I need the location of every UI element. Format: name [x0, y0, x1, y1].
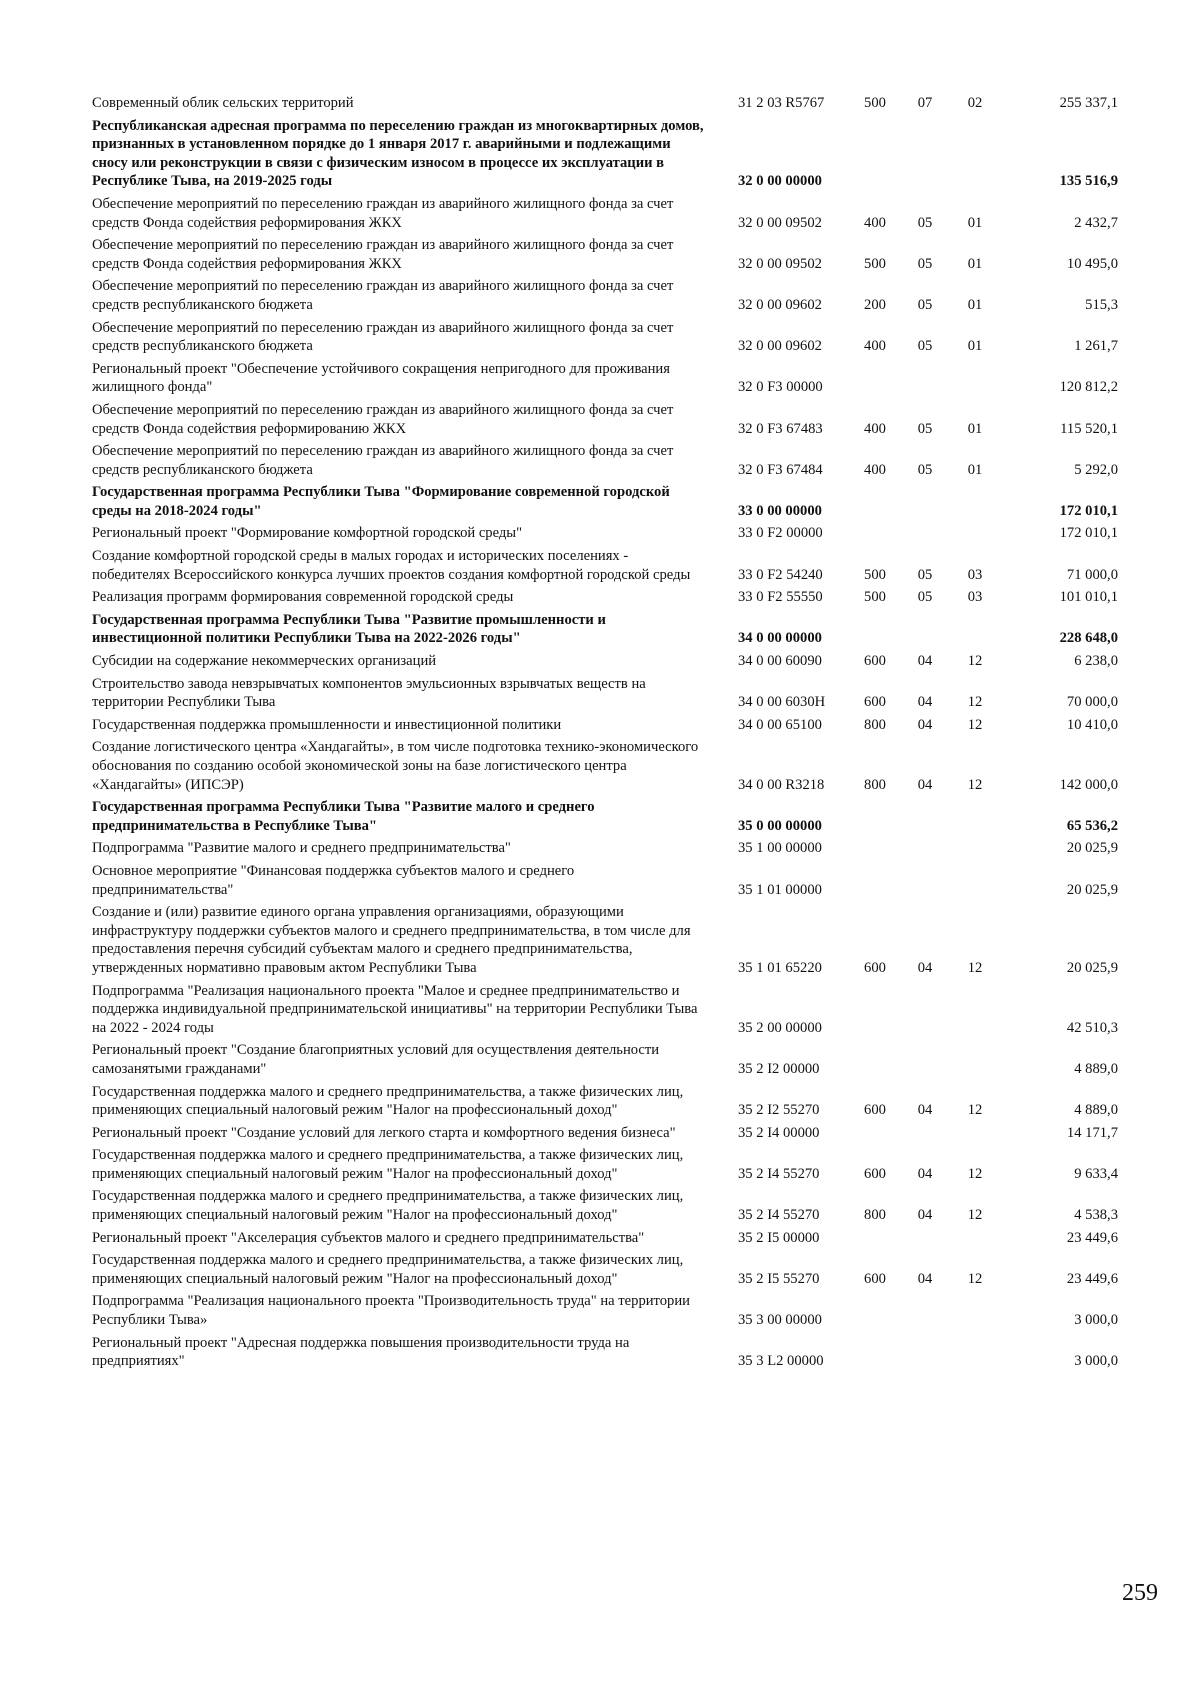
row-subsection: 01 [967, 461, 983, 478]
row-section: 04 [917, 716, 933, 733]
row-section [900, 860, 950, 901]
row-section: 05 [917, 338, 933, 355]
row-amount: 70 000,0 [1066, 694, 1118, 711]
row-name: Субсидии на содержание некоммерческих организаций [92, 653, 437, 670]
table-row [92, 481, 1122, 522]
row-section [900, 115, 950, 193]
row-section [900, 980, 950, 1040]
row-section: 04 [917, 959, 933, 976]
row-expense-type [850, 837, 900, 860]
table-row [92, 980, 1122, 1040]
row-amount: 228 648,0 [1059, 630, 1118, 647]
row-expense-type: 400 [864, 214, 886, 231]
row-subsection [950, 837, 1000, 860]
row-name: Подпрограмма "Развитие малого и среднего предпринимательства" [92, 840, 511, 857]
row-target-code: 35 1 01 00000 [738, 881, 822, 898]
row-expense-type [850, 1039, 900, 1080]
row-subsection: 12 [967, 959, 983, 976]
row-subsection: 01 [967, 338, 983, 355]
table-row [92, 92, 1122, 115]
row-target-code: 35 3 00 00000 [738, 1312, 822, 1329]
row-target-code: 35 2 I4 55270 [738, 1207, 820, 1224]
row-amount: 3 000,0 [1074, 1353, 1118, 1370]
row-expense-type [850, 860, 900, 901]
row-amount: 10 495,0 [1066, 255, 1118, 272]
table-row [92, 1081, 1122, 1122]
row-section [900, 481, 950, 522]
row-name: Обеспечение мероприятий по переселению граждан из аварийного жилищного фонда за счет средств республиканского бюджета [92, 319, 674, 355]
row-section: 04 [917, 1207, 933, 1224]
row-amount: 2 432,7 [1074, 214, 1118, 231]
row-subsection: 01 [967, 214, 983, 231]
row-expense-type [850, 796, 900, 837]
row-expense-type [850, 980, 900, 1040]
row-section [900, 522, 950, 545]
row-expense-type: 500 [864, 589, 886, 606]
table-row [92, 609, 1122, 650]
row-expense-type [850, 609, 900, 650]
table-row [92, 1122, 1122, 1145]
row-amount: 515,3 [1085, 296, 1118, 313]
row-expense-type: 500 [864, 255, 886, 272]
row-subsection: 12 [967, 1270, 983, 1287]
table-row [92, 1185, 1122, 1226]
row-amount: 4 889,0 [1074, 1102, 1118, 1119]
row-expense-type [850, 1332, 900, 1373]
row-section [900, 609, 950, 650]
row-amount: 42 510,3 [1066, 1019, 1118, 1036]
row-amount: 6 238,0 [1074, 653, 1118, 670]
row-section [900, 1122, 950, 1145]
row-subsection: 12 [967, 1102, 983, 1119]
row-amount: 101 010,1 [1059, 589, 1118, 606]
row-name: Региональный проект "Адресная поддержка повышения производительности труда на предприятиях" [92, 1334, 630, 1370]
row-name: Государственная поддержка промышленности и инвестиционной политики [92, 716, 562, 733]
row-subsection [950, 481, 1000, 522]
row-target-code: 35 2 I5 00000 [738, 1229, 820, 1246]
row-name: Обеспечение мероприятий по переселению граждан из аварийного жилищного фонда за счет средств республиканского бюджета [92, 443, 674, 478]
row-expense-type: 600 [864, 1102, 886, 1119]
row-amount: 172 010,1 [1059, 525, 1118, 542]
row-amount: 3 000,0 [1074, 1312, 1118, 1329]
row-target-code: 35 1 00 00000 [738, 840, 822, 857]
row-expense-type: 600 [864, 959, 886, 976]
row-target-code: 31 2 03 R5767 [738, 95, 825, 111]
row-subsection [950, 980, 1000, 1040]
table-row [92, 650, 1122, 673]
row-subsection [950, 522, 1000, 545]
row-section: 05 [917, 589, 933, 606]
row-expense-type: 800 [864, 776, 886, 793]
row-target-code: 32 0 00 09602 [738, 338, 822, 355]
row-name: Региональный проект "Создание благоприятных условий для осуществления деятельности самозанятыми гражданами" [92, 1042, 660, 1077]
row-subsection: 12 [967, 776, 983, 793]
row-name: Региональный проект "Акселерация субъектов малого и среднего предпринимательства" [92, 1229, 645, 1246]
row-name: Подпрограмма "Реализация национального проекта "Малое и среднее предпринимательство и поддержка индивидуальной предпринимательской инициативы" на территории Республики Тыва на 2022 - 2024 годы [92, 982, 698, 1036]
row-expense-type: 800 [864, 716, 886, 733]
row-target-code: 34 0 00 6030Н [738, 694, 826, 711]
row-subsection: 12 [967, 694, 983, 711]
row-name: Республиканская адресная программа по переселению граждан из многоквартирных домов, признанных в установленном порядке до 1 января 2017 г. аварийными и подлежащими сносу или реконструкции в связи с физическим износом в процессе их эксплуатации в Республике Тыва, на 2019-2025 годы [92, 117, 704, 190]
table-row [92, 1290, 1122, 1331]
row-amount: 23 449,6 [1066, 1229, 1118, 1246]
row-name: Государственная поддержка малого и среднего предпринимательства, а также физических лиц, применяющих специальный налоговый режим "Налог на профессиональный доход" [92, 1083, 684, 1119]
row-name: Создание логистического центра «Хандагайты», в том числе подготовка технико-экономического обоснования по созданию особой экономической зоны на базе логистического центра «Хандагайты» (ИПСЭР) [92, 739, 699, 793]
row-subsection: 12 [967, 1207, 983, 1224]
row-subsection [950, 796, 1000, 837]
row-target-code: 34 0 00 65100 [738, 716, 822, 733]
row-section: 04 [917, 653, 933, 670]
table-row [92, 234, 1122, 275]
row-section: 07 [917, 95, 933, 111]
row-target-code: 34 0 00 R3218 [738, 776, 825, 793]
row-name: Государственная поддержка малого и среднего предпринимательства, а также физических лиц, применяющих специальный налоговый режим "Налог на профессиональный доход" [92, 1188, 684, 1224]
row-section: 04 [917, 1270, 933, 1287]
row-name: Современный облик сельских территорий [92, 95, 354, 111]
row-target-code: 32 0 00 00000 [738, 173, 822, 190]
table-row [92, 1144, 1122, 1185]
row-subsection: 03 [967, 589, 983, 606]
row-name: Государственная программа Республики Тыва "Формирование современной городской среды на 2018-2024 годы" [92, 484, 670, 519]
row-name: Создание и (или) развитие единого органа управления организациями, образующими инфраструктуру поддержки субъектов малого и среднего предпринимательства, в том числе для предоставления перечня субсидий субъектам малого и среднего предпринимательства, утвержденных нормативно правовым актом Республики Тыва [92, 904, 691, 976]
table-row [92, 1249, 1122, 1290]
budget-table [92, 92, 1122, 1373]
row-expense-type [850, 522, 900, 545]
row-target-code: 35 2 I2 00000 [738, 1060, 820, 1077]
row-subsection: 01 [967, 255, 983, 272]
row-section [900, 837, 950, 860]
row-expense-type: 800 [864, 1207, 886, 1224]
row-section: 05 [917, 566, 933, 583]
row-section [900, 1039, 950, 1080]
row-section: 04 [917, 694, 933, 711]
row-section [900, 1227, 950, 1250]
row-subsection: 01 [967, 420, 983, 437]
row-expense-type: 400 [864, 420, 886, 437]
row-target-code: 35 3 L2 00000 [738, 1353, 824, 1370]
row-expense-type [850, 1290, 900, 1331]
table-row [92, 1227, 1122, 1250]
table-row [92, 673, 1122, 714]
table-row [92, 545, 1122, 586]
row-expense-type: 600 [864, 1270, 886, 1287]
row-expense-type: 400 [864, 338, 886, 355]
row-amount: 120 812,2 [1059, 379, 1118, 396]
row-target-code: 33 0 F2 54240 [738, 566, 823, 583]
row-target-code: 33 0 00 00000 [738, 502, 822, 519]
row-section [900, 358, 950, 399]
table-row [92, 399, 1122, 440]
row-target-code: 32 0 F3 67483 [738, 420, 823, 437]
row-amount: 4 538,3 [1074, 1207, 1118, 1224]
row-amount: 5 292,0 [1074, 461, 1118, 478]
table-row [92, 837, 1122, 860]
row-subsection: 02 [967, 95, 983, 111]
table-row [92, 440, 1122, 481]
row-amount: 135 516,9 [1059, 173, 1118, 190]
row-name: Государственная программа Республики Тыва "Развитие промышленности и инвестиционной политики Республики Тыва на 2022-2026 годы" [92, 611, 606, 647]
row-subsection [950, 1227, 1000, 1250]
row-name: Региональный проект "Формирование комфортной городской среды" [92, 525, 523, 542]
row-name: Региональный проект "Создание условий для легкого старта и комфортного ведения бизнеса" [92, 1124, 676, 1141]
row-target-code: 35 2 I2 55270 [738, 1102, 820, 1119]
row-target-code: 32 0 F3 00000 [738, 379, 823, 396]
row-amount: 14 171,7 [1066, 1124, 1118, 1141]
row-subsection: 01 [967, 296, 983, 313]
row-amount: 20 025,9 [1066, 840, 1118, 857]
row-expense-type [850, 115, 900, 193]
table-row [92, 522, 1122, 545]
row-target-code: 35 1 01 65220 [738, 959, 822, 976]
row-target-code: 32 0 00 09502 [738, 214, 822, 231]
row-amount: 20 025,9 [1066, 881, 1118, 898]
row-subsection [950, 1039, 1000, 1080]
table-row [92, 796, 1122, 837]
row-expense-type: 500 [864, 95, 886, 111]
row-section: 05 [917, 214, 933, 231]
row-name: Строительство завода невзрывчатых компонентов эмульсионных взрывчатых веществ на территории Республики Тыва [92, 675, 646, 711]
table-row [92, 901, 1122, 979]
row-expense-type: 500 [864, 566, 886, 583]
row-amount: 23 449,6 [1066, 1270, 1118, 1287]
row-amount: 1 261,7 [1074, 338, 1118, 355]
row-amount: 255 337,1 [1059, 95, 1118, 111]
row-section: 04 [917, 1102, 933, 1119]
row-amount: 10 410,0 [1066, 716, 1118, 733]
row-target-code: 33 0 F2 55550 [738, 589, 823, 606]
row-target-code: 35 2 I4 55270 [738, 1165, 820, 1182]
row-subsection [950, 1290, 1000, 1331]
row-subsection [950, 358, 1000, 399]
row-section: 05 [917, 461, 933, 478]
row-amount: 172 010,1 [1059, 502, 1118, 519]
row-name: Создание комфортной городской среды в малых городах и исторических поселениях - победителях Всероссийского конкурса лучших проектов создания комфортной городской среды [92, 548, 691, 583]
row-section: 05 [917, 255, 933, 272]
row-section: 04 [917, 776, 933, 793]
row-section [900, 1290, 950, 1331]
row-name: Государственная программа Республики Тыва "Развитие малого и среднего предпринимательства в Республике Тыва" [92, 799, 595, 834]
row-expense-type: 200 [864, 296, 886, 313]
row-subsection: 12 [967, 1165, 983, 1182]
row-section: 05 [917, 420, 933, 437]
row-target-code: 32 0 00 09502 [738, 255, 822, 272]
row-name: Обеспечение мероприятий по переселению граждан из аварийного жилищного фонда за счет средств Фонда содействия реформирования ЖКХ [92, 195, 674, 231]
table-row [92, 275, 1122, 316]
row-amount: 9 633,4 [1074, 1165, 1118, 1182]
row-target-code: 34 0 00 00000 [738, 630, 822, 647]
table-row [92, 193, 1122, 234]
row-name: Государственная поддержка малого и среднего предпринимательства, а также физических лиц, применяющих специальный налоговый режим "Налог на профессиональный доход" [92, 1252, 684, 1287]
row-expense-type: 600 [864, 1165, 886, 1182]
row-target-code: 32 0 F3 67484 [738, 461, 823, 478]
row-subsection [950, 609, 1000, 650]
row-expense-type [850, 1227, 900, 1250]
table-row [92, 115, 1122, 193]
row-amount: 142 000,0 [1059, 776, 1118, 793]
row-amount: 71 000,0 [1066, 566, 1118, 583]
row-name: Региональный проект "Обеспечение устойчивого сокращения непригодного для проживания жилищного фонда" [92, 360, 670, 396]
row-subsection [950, 860, 1000, 901]
table-row [92, 1039, 1122, 1080]
row-name: Государственная поддержка малого и среднего предпринимательства, а также физических лиц, применяющих специальный налоговый режим "Налог на профессиональный доход" [92, 1147, 684, 1182]
page-number: 259 [1122, 1580, 1158, 1606]
row-target-code: 34 0 00 60090 [738, 653, 822, 670]
row-section: 05 [917, 296, 933, 313]
row-name: Основное мероприятие "Финансовая поддержка субъектов малого и среднего предпринимательства" [92, 862, 575, 898]
row-expense-type [850, 481, 900, 522]
row-amount: 20 025,9 [1066, 959, 1118, 976]
budget-table-body [92, 92, 1122, 1373]
table-row [92, 317, 1122, 358]
row-target-code: 35 2 I4 00000 [738, 1124, 820, 1141]
row-expense-type [850, 1122, 900, 1145]
table-row [92, 586, 1122, 609]
row-section: 04 [917, 1165, 933, 1182]
row-subsection: 12 [967, 716, 983, 733]
table-row [92, 860, 1122, 901]
row-subsection: 12 [967, 653, 983, 670]
row-target-code: 35 2 I5 55270 [738, 1270, 820, 1287]
row-subsection [950, 1122, 1000, 1145]
row-subsection: 03 [967, 566, 983, 583]
row-section [900, 796, 950, 837]
row-subsection [950, 1332, 1000, 1373]
row-amount: 115 520,1 [1060, 420, 1118, 437]
row-target-code: 35 0 00 00000 [738, 817, 822, 834]
row-expense-type: 400 [864, 461, 886, 478]
table-row [92, 736, 1122, 796]
row-amount: 4 889,0 [1074, 1060, 1118, 1077]
row-name: Обеспечение мероприятий по переселению граждан из аварийного жилищного фонда за счет средств республиканского бюджета [92, 278, 674, 313]
row-section [900, 1332, 950, 1373]
table-row [92, 358, 1122, 399]
row-subsection [950, 115, 1000, 193]
row-name: Обеспечение мероприятий по переселению граждан из аварийного жилищного фонда за счет средств Фонда содействия реформирования ЖКХ [92, 237, 674, 272]
row-name: Реализация программ формирования современной городской среды [92, 589, 514, 606]
row-amount: 65 536,2 [1066, 817, 1118, 834]
row-target-code: 32 0 00 09602 [738, 296, 822, 313]
row-expense-type [850, 358, 900, 399]
row-name: Подпрограмма "Реализация национального проекта "Производительность труда" на территории Республики Тыва» [92, 1293, 690, 1329]
row-expense-type: 600 [864, 694, 886, 711]
table-row [92, 1332, 1122, 1373]
row-target-code: 33 0 F2 00000 [738, 525, 823, 542]
row-name: Обеспечение мероприятий по переселению граждан из аварийного жилищного фонда за счет средств Фонда содействия реформированию ЖКХ [92, 401, 674, 437]
table-row [92, 714, 1122, 737]
row-target-code: 35 2 00 00000 [738, 1019, 822, 1036]
row-expense-type: 600 [864, 653, 886, 670]
